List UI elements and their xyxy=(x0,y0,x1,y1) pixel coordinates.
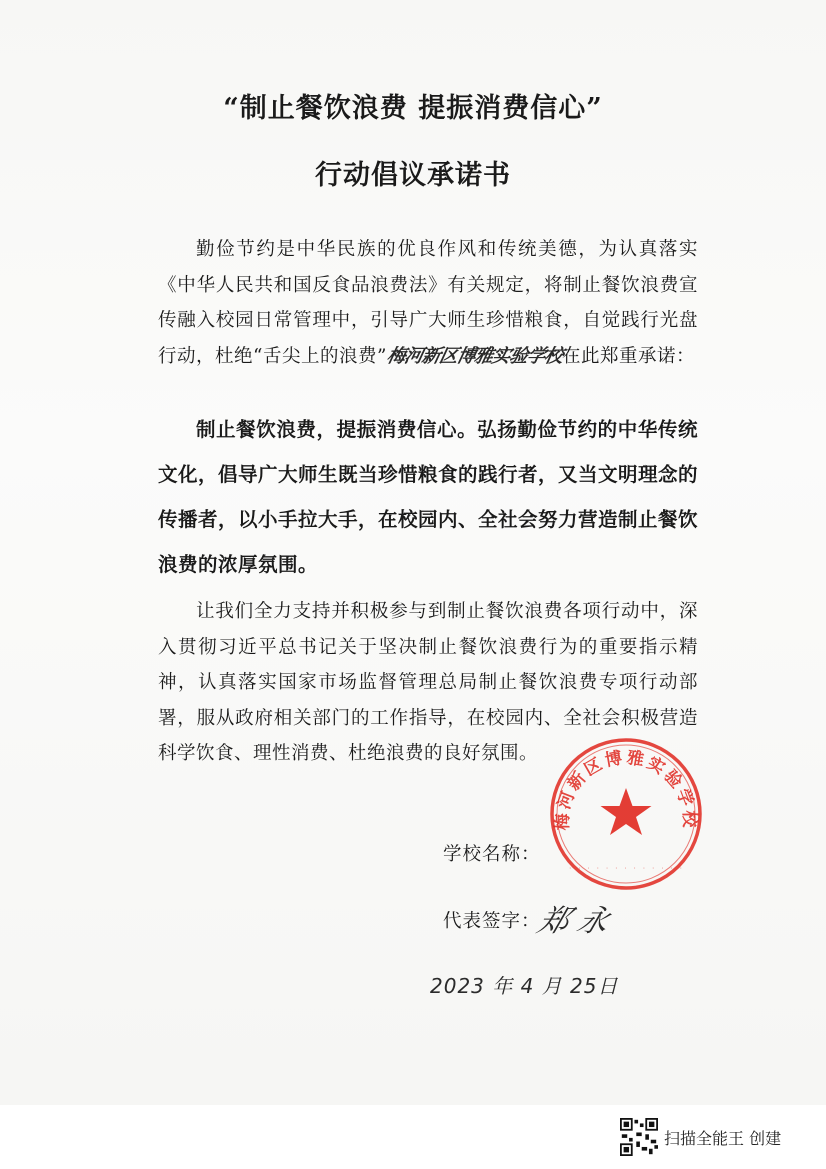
representative-signature: 郑 永 xyxy=(533,904,615,939)
paragraph-intro xyxy=(158,232,698,374)
seal-text: 梅河新区博雅实验学校 xyxy=(552,747,700,831)
qr-code-icon xyxy=(620,1118,658,1156)
handwritten-school-name: 梅河新区博雅实验学校 xyxy=(384,345,565,367)
signing-date: 2023 年 4 月 25日 xyxy=(430,974,619,998)
school-name-label: 学校名称： xyxy=(443,844,541,865)
representative-signature-label: 代表签字： xyxy=(443,911,541,932)
paragraph-commitment: 制止餐饮浪费，提振消费信心。弘扬勤俭节约的中华传统文化，倡导广大师生既当珍惜粮食的践行者，又当文明理念的传播者，以小手拉大手，在校园内、全社会努力营造制止餐饮浪费的浓厚氛围。 xyxy=(158,418,699,576)
document-subtitle: 行动倡议承诺书 xyxy=(315,160,511,191)
paragraph-intro-tail: 在此郑重承诺： xyxy=(561,345,695,367)
school-seal xyxy=(548,736,704,892)
document-title: “制止餐饮浪费 提振消费信心” xyxy=(223,93,603,124)
scanner-watermark-text: 扫描全能王 创建 xyxy=(664,1128,782,1148)
scanner-watermark xyxy=(620,1115,781,1159)
paragraph-action: 让我们全力支持并积极参与到制止餐饮浪费各项行动中，深入贯彻习近平总书记关于坚决制止餐饮浪费行为的重要指示精神，认真落实国家市场监督管理总局制止餐饮浪费专项行动部署，服从政府相关部门的工作指导，在校园内、全社会积极营造科学饮食、理性消费、杜绝浪费的良好氛围。 xyxy=(158,601,698,764)
star-icon xyxy=(601,788,652,835)
svg-text:· · · · · · · · · · · · ·: · · · · · · · · · · · · · xyxy=(568,865,684,872)
paragraph-intro-text: 勤俭节约是中华民族的优良作风和传统美德，为认真落实《中华人民共和国反食品浪费法》有关规定，将制止餐饮浪费宣传融入校园日常管理中，引导广大师生珍惜粮食，自觉践行光盘行动，杜绝“舌尖上的浪费” xyxy=(158,239,698,367)
